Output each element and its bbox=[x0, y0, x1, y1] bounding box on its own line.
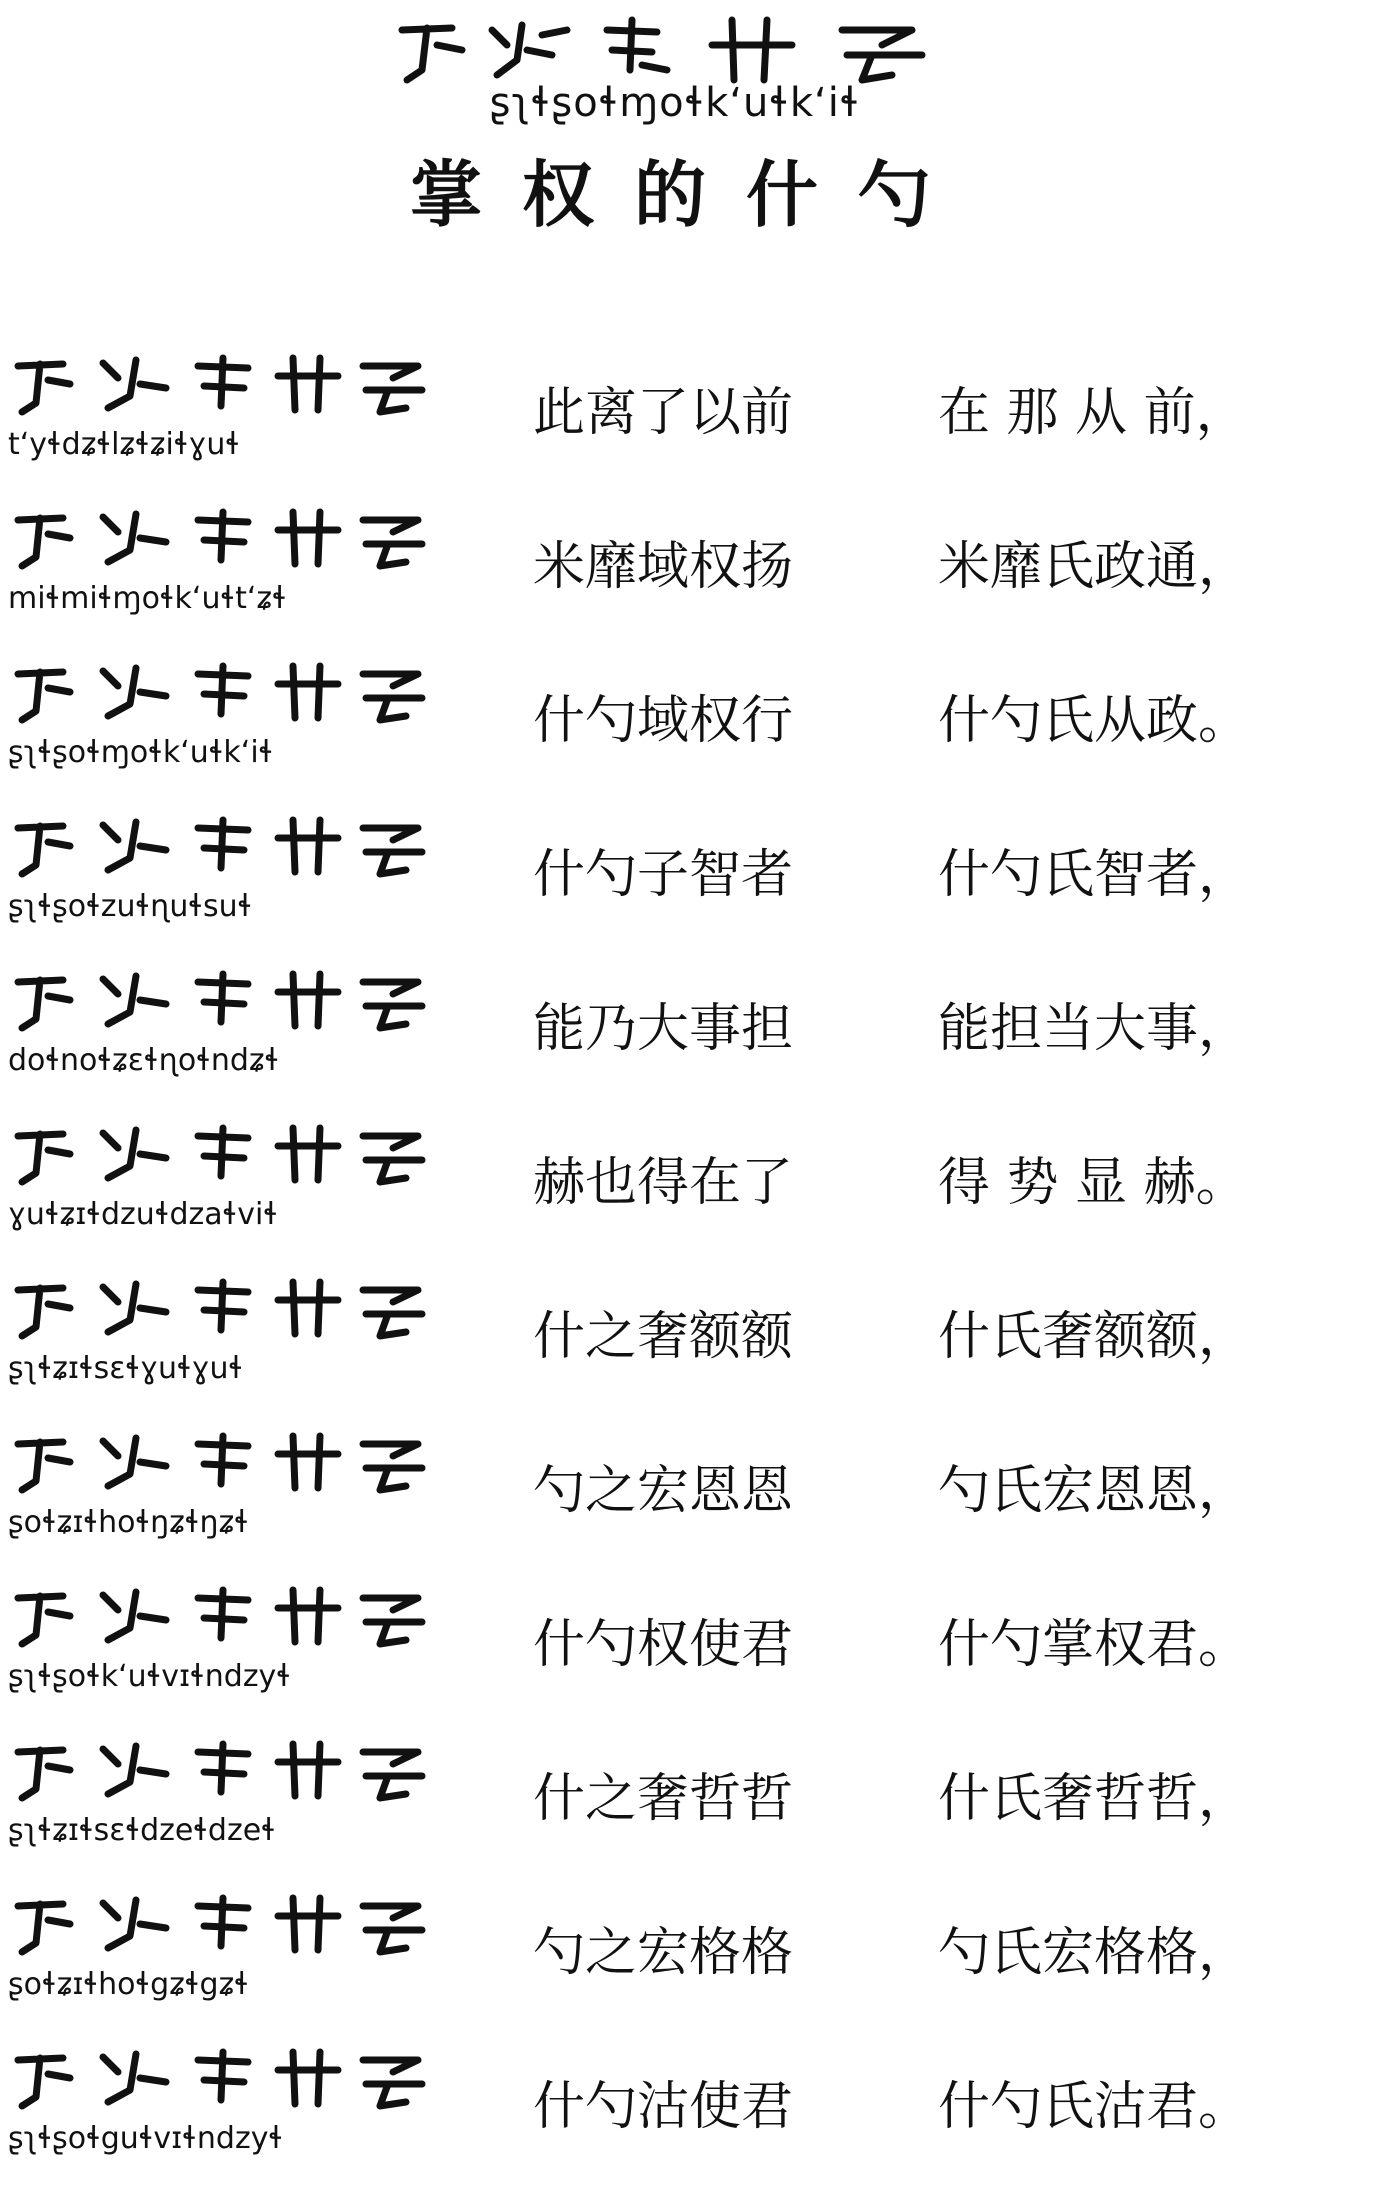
literal-translation: 勺之宏格格 bbox=[533, 1923, 794, 1983]
free-translation: 什勺氏智者， bbox=[938, 845, 1251, 905]
literal-translation: 赫也得在了 bbox=[533, 1153, 794, 1213]
literal-translation: 勺之宏恩恩 bbox=[533, 1461, 794, 1521]
free-translation: 米靡氏政通， bbox=[938, 537, 1251, 597]
verse-row bbox=[0, 954, 1384, 1108]
romanization-line: ʂoɬʑɪɬhoɬgʑɬgʑɬ bbox=[8, 1967, 249, 2002]
literal-translation: 什勺权使君 bbox=[533, 1615, 794, 1675]
romanization-line: doɬnoɬʑɛɬɳoɬndʑɬ bbox=[8, 1043, 280, 1078]
romanization-line: ʂʅɬʂoɬguɬvɪɬndzyɬ bbox=[8, 2121, 284, 2156]
yi-script-line-icon bbox=[8, 348, 428, 422]
yi-script-line-icon bbox=[8, 1580, 428, 1654]
verse-row bbox=[0, 1878, 1384, 2032]
verse-row bbox=[0, 1108, 1384, 1262]
verse-row bbox=[0, 1570, 1384, 1724]
yi-script-title-icon bbox=[392, 10, 952, 88]
free-translation: 勺氏宏格格， bbox=[938, 1923, 1251, 1983]
literal-translation: 什之奢哲哲 bbox=[533, 1769, 794, 1829]
yi-script-line-icon bbox=[8, 1272, 428, 1346]
title-romanization: ʂʅɬʂoɬɱoɬkʻuɬkʻiɬ bbox=[489, 80, 861, 126]
yi-script-line-icon bbox=[8, 810, 428, 884]
free-translation: 什勺氏沽君。 bbox=[938, 2077, 1251, 2137]
literal-translation: 什勺域权行 bbox=[533, 691, 794, 751]
title-chinese: 掌权的什勺 bbox=[409, 152, 970, 237]
free-translation: 什勺掌权君。 bbox=[938, 1615, 1251, 1675]
yi-script-line-icon bbox=[8, 502, 428, 576]
free-translation: 什氏奢哲哲， bbox=[938, 1769, 1251, 1829]
yi-script-line-icon bbox=[8, 1888, 428, 1962]
yi-script-line-icon bbox=[8, 2042, 428, 2116]
literal-translation: 什勺沽使君 bbox=[533, 2077, 794, 2137]
free-translation: 什氏奢额额， bbox=[938, 1307, 1251, 1367]
literal-translation: 米靡域权扬 bbox=[533, 537, 794, 597]
romanization-line: miɬmiɬɱoɬkʻuɬtʻʑɬ bbox=[8, 581, 287, 616]
verse-row bbox=[0, 1416, 1384, 1570]
verse-row bbox=[0, 646, 1384, 800]
free-translation: 什勺氏从政。 bbox=[938, 691, 1251, 751]
romanization-line: ʂʅɬʂoɬzuɬɳuɬsuɬ bbox=[8, 889, 253, 924]
yi-script-line-icon bbox=[8, 964, 428, 1038]
literal-translation: 能乃大事担 bbox=[533, 999, 794, 1059]
romanization-line: ʂʅɬʑɪɬsɛɬɣuɬɣuɬ bbox=[8, 1351, 244, 1386]
verse-row bbox=[0, 2032, 1384, 2186]
romanization-line: ʂoɬʑɪɬhoɬŋʑɬŋʑɬ bbox=[8, 1505, 249, 1540]
yi-script-line-icon bbox=[8, 1734, 428, 1808]
free-translation: 在 那 从 前， bbox=[938, 383, 1248, 443]
romanization-line: ʂʅɬʂoɬɱoɬkʻuɬkʻiɬ bbox=[8, 735, 274, 770]
free-translation: 得 势 显 赫。 bbox=[938, 1153, 1248, 1213]
yi-script-line-icon bbox=[8, 1118, 428, 1192]
romanization-line: ɣuɬʑɪɬdzuɬdzaɬviɬ bbox=[8, 1197, 278, 1232]
yi-script-line-icon bbox=[8, 1426, 428, 1500]
verse-row bbox=[0, 1724, 1384, 1878]
romanization-line: tʻyɬdʑɬlʑɬʑiɬɣuɬ bbox=[8, 427, 240, 462]
free-translation: 能担当大事， bbox=[938, 999, 1251, 1059]
yi-script-line-icon bbox=[8, 656, 428, 730]
verse-row bbox=[0, 338, 1384, 492]
romanization-line: ʂʅɬʑɪɬsɛɬdzeɬdzeɬ bbox=[8, 1813, 276, 1848]
literal-translation: 此离了以前 bbox=[533, 383, 794, 443]
verse-row bbox=[0, 492, 1384, 646]
verse-row bbox=[0, 800, 1384, 954]
literal-translation: 什之奢额额 bbox=[533, 1307, 794, 1367]
verse-row bbox=[0, 1262, 1384, 1416]
free-translation: 勺氏宏恩恩， bbox=[938, 1461, 1251, 1521]
romanization-line: ʂʅɬʂoɬkʻuɬvɪɬndzyɬ bbox=[8, 1659, 291, 1694]
literal-translation: 什勺子智者 bbox=[533, 845, 794, 905]
